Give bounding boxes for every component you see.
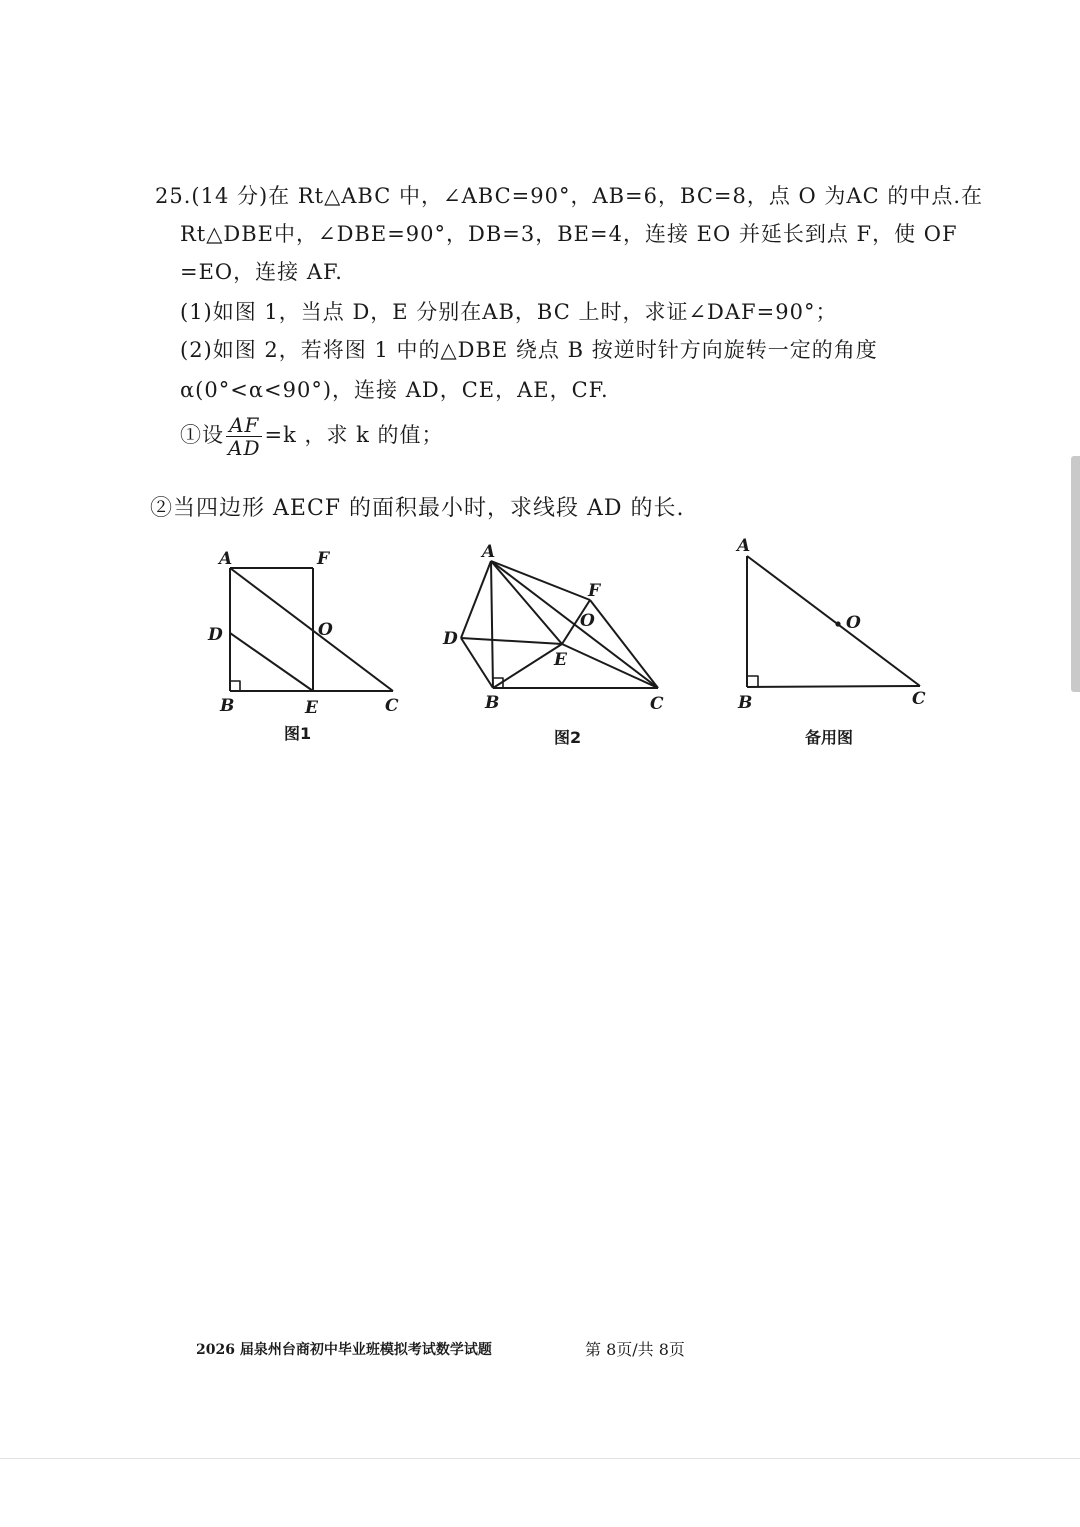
fig3-midpoint-o bbox=[835, 621, 840, 626]
fig2-segment-ad bbox=[461, 561, 491, 638]
footer-page-number: 第 8页/共 8页 bbox=[585, 1340, 685, 1359]
fig2-segment-db bbox=[461, 638, 493, 688]
fig2-label-b: B bbox=[485, 693, 500, 713]
fig2-label-c: C bbox=[650, 694, 664, 714]
fig1-segment-ac bbox=[230, 568, 393, 691]
fig1-label-o: O bbox=[318, 620, 333, 640]
question-1: (1)如图 1，当点 D，E 分别在AB，BC 上时，求证∠DAF=90°； bbox=[180, 300, 838, 324]
fig3-label-a: A bbox=[737, 536, 751, 556]
fig2-label-o: O bbox=[580, 611, 595, 631]
bottom-divider bbox=[0, 1458, 1080, 1459]
fig1-right-angle-mark bbox=[230, 681, 240, 691]
figure-1-drawing bbox=[230, 568, 393, 691]
fig3-segment-ac bbox=[747, 556, 920, 686]
fig3-right-angle-mark bbox=[747, 676, 758, 687]
fraction-numerator: AF bbox=[226, 414, 262, 437]
fig2-label-f: F bbox=[588, 581, 601, 601]
question-2-line-2: α(0°<α<90°)，连接 AD，CE，AE，CF. bbox=[180, 378, 609, 402]
fig1-label-a: A bbox=[219, 549, 233, 569]
fig1-caption: 图1 bbox=[284, 724, 312, 743]
fig3-label-c: C bbox=[912, 689, 926, 709]
fig2-label-d: D bbox=[443, 629, 458, 649]
problem-line-2: Rt△DBE中，∠DBE=90°，DB=3，BE=4，连接 EO 并延长到点 F，使 OF bbox=[180, 222, 958, 246]
fraction-denominator: AD bbox=[228, 436, 261, 460]
fig2-segment-af bbox=[491, 561, 590, 600]
question-2-line-1: (2)如图 2，若将图 1 中的△DBE 绕点 B 按逆时针方向旋转一定的角度 bbox=[180, 338, 878, 362]
fig2-segment-ae bbox=[491, 561, 562, 644]
fig3-segment-bc bbox=[747, 686, 920, 687]
figure-3-drawing bbox=[747, 556, 920, 687]
subquestion-1-prefix: ①设 bbox=[180, 423, 224, 447]
fig2-label-e: E bbox=[554, 650, 567, 670]
subquestion-2: ②当四边形 AECF 的面积最小时，求线段 AD 的长. bbox=[150, 496, 685, 521]
footer-exam-title: 2026 届泉州台商初中毕业班模拟考试数学试题 bbox=[196, 1342, 492, 1358]
problem-line-3: =EO，连接 AF. bbox=[180, 260, 343, 284]
subquestion-1-suffix: =k ，求 k 的值； bbox=[264, 423, 444, 447]
fig2-segment-ab bbox=[491, 561, 493, 688]
fig1-label-f: F bbox=[317, 549, 330, 569]
fig3-caption: 备用图 bbox=[805, 728, 854, 747]
fig3-label-b: B bbox=[738, 693, 753, 713]
fig1-label-e: E bbox=[305, 698, 318, 718]
fig1-label-d: D bbox=[208, 625, 223, 645]
fig3-label-o: O bbox=[846, 613, 861, 633]
fig1-label-b: B bbox=[220, 696, 235, 716]
fig1-segment-de bbox=[230, 633, 313, 691]
fig1-label-c: C bbox=[385, 696, 399, 716]
fig2-segment-de bbox=[461, 638, 562, 644]
problem-line-1: 25.(14 分)在 Rt△ABC 中，∠ABC=90°，AB=6，BC=8，点 O 为AC 的中点.在 bbox=[155, 184, 984, 208]
fig2-label-a: A bbox=[482, 542, 496, 562]
fig2-caption: 图2 bbox=[554, 728, 582, 747]
